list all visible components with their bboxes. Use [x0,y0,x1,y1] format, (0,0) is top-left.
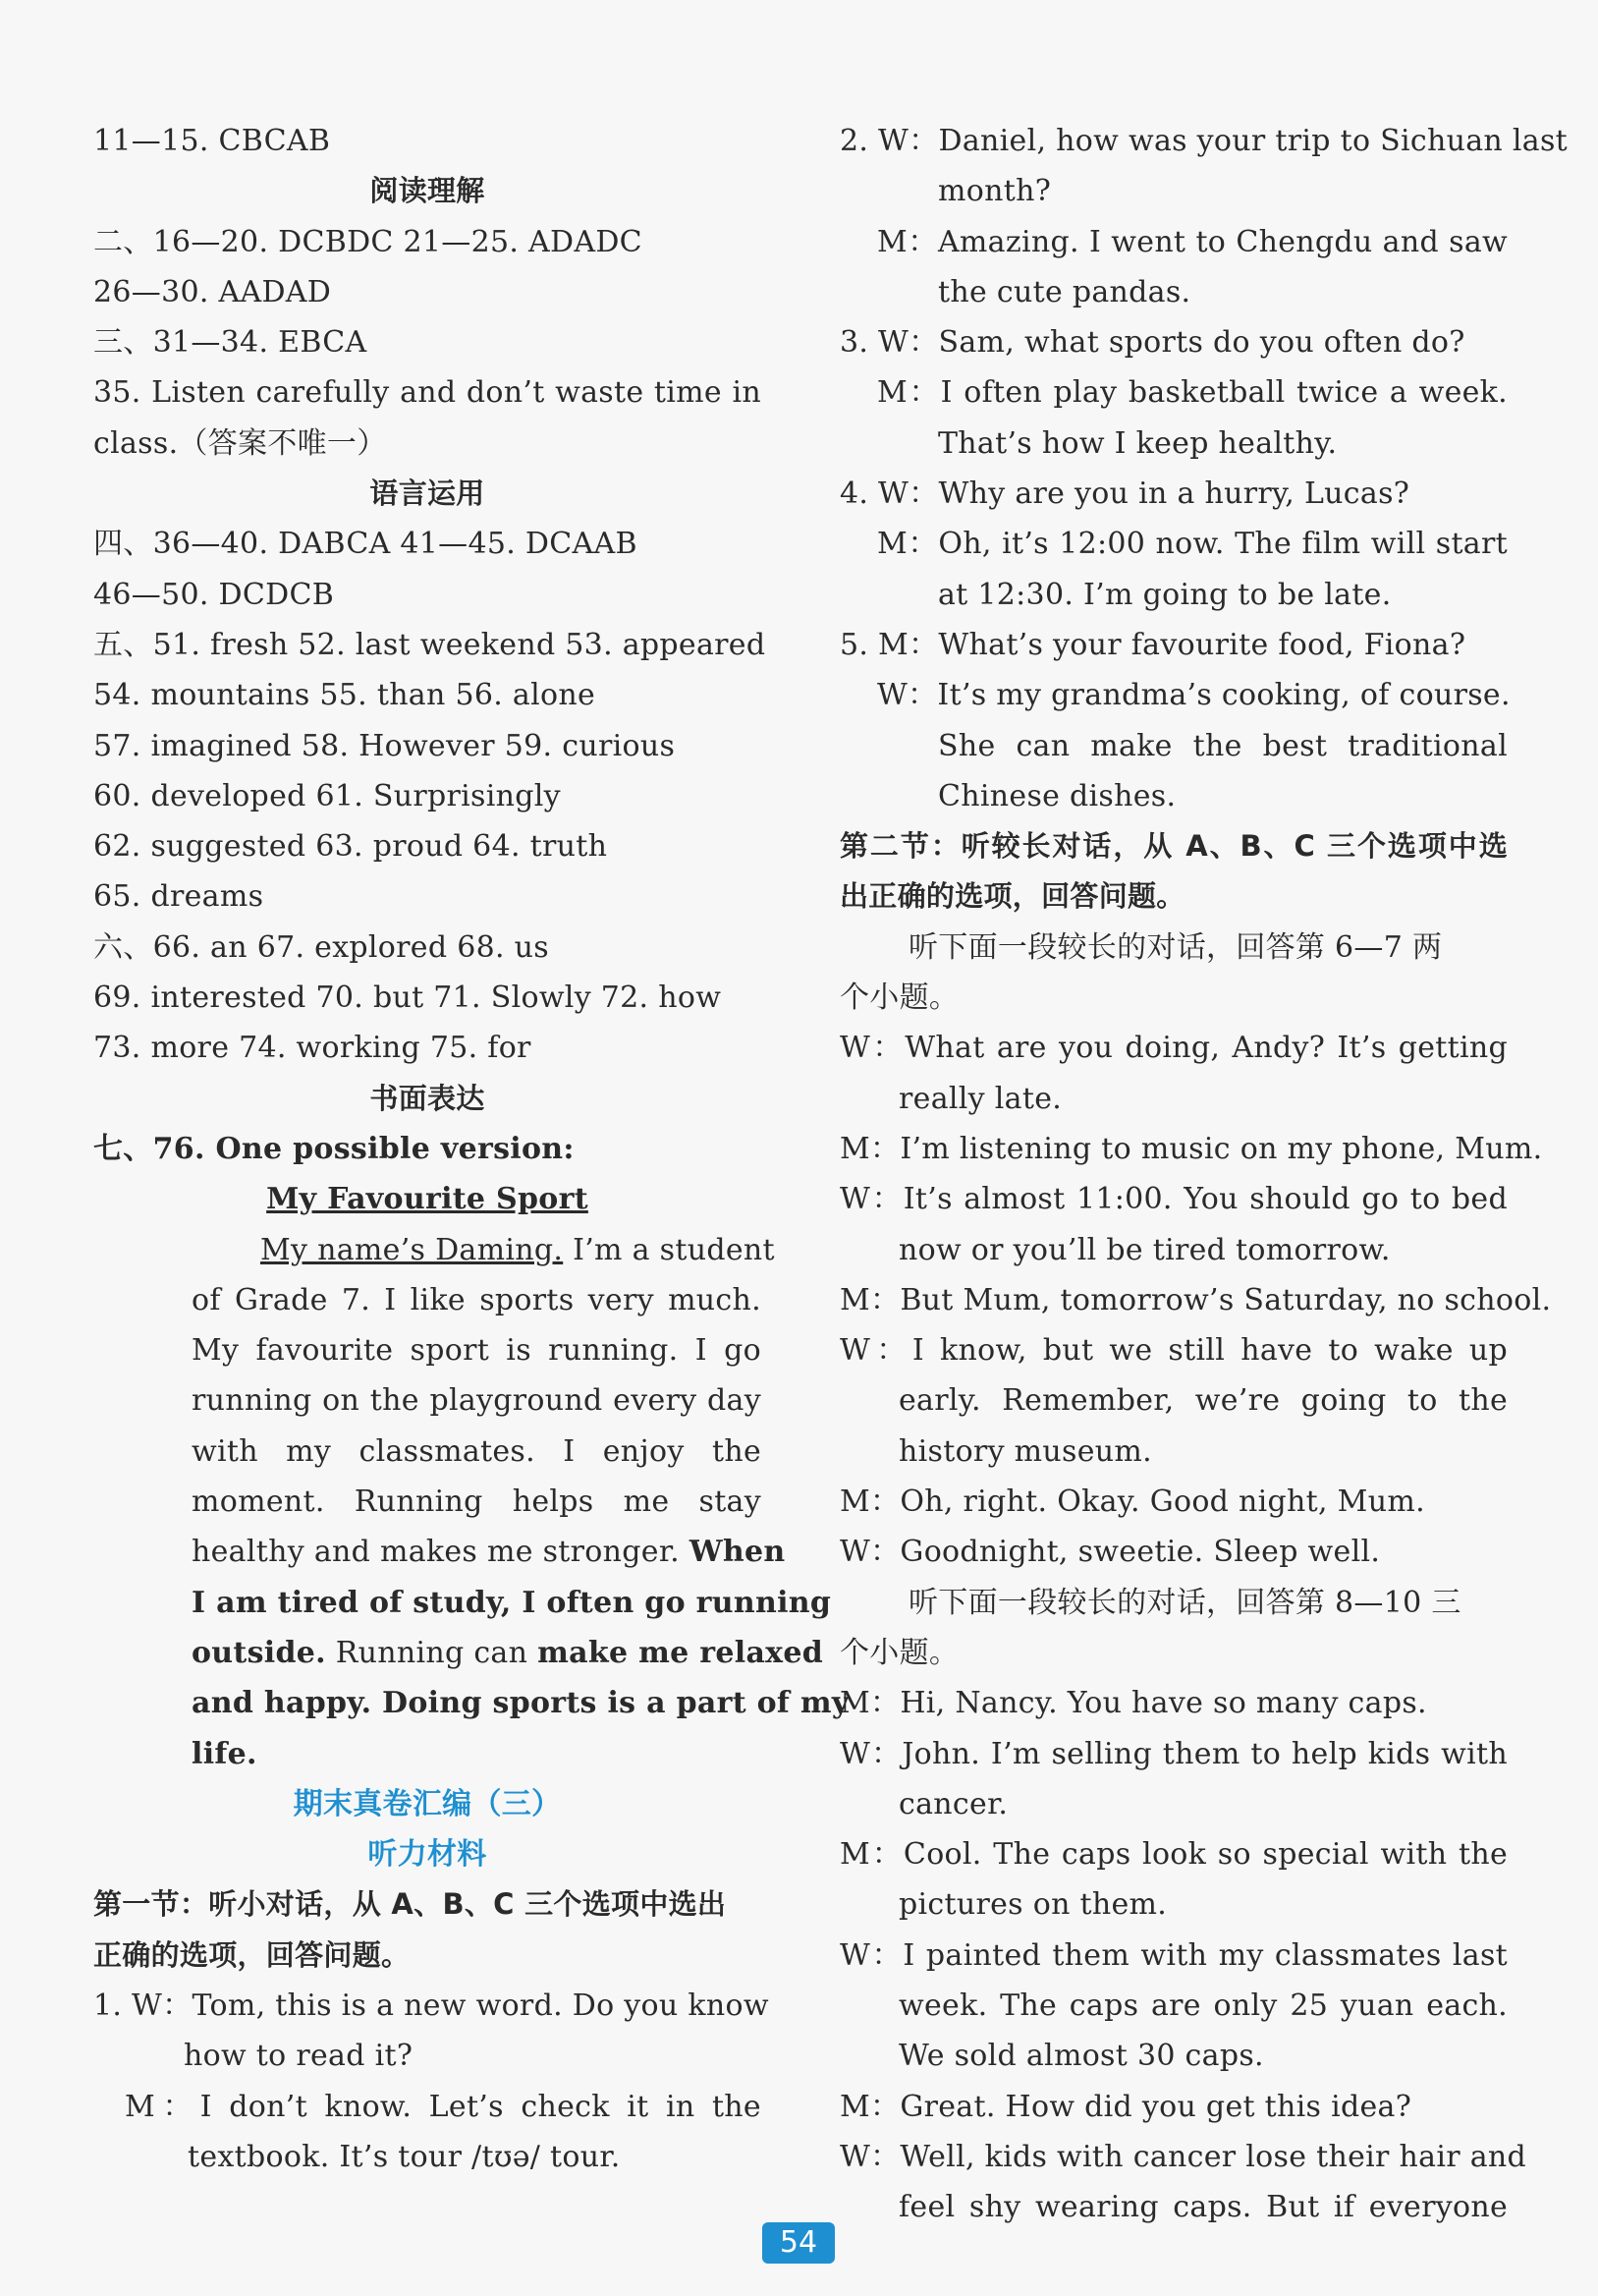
essay-line [93,1628,824,1678]
dialogue-line: W：Goodnight, sweetie. Sleep well. [840,1535,1381,1570]
listening-material-title: 听力材料 [367,1837,487,1873]
dialogue-line: cancer. [899,1786,1009,1821]
dialogue-line: M：But Mum, tomorrow’s Saturday, no school. [840,1282,1552,1317]
dialogue-line: That’s how I keep healthy. [938,425,1338,461]
answer-line: 54. mountains 55. than 56. alone [93,678,596,713]
exam-compilation-title: 期末真卷汇编（三） [293,1786,562,1821]
essay-line: running on the playground every day [192,1383,761,1419]
essay-underlined-text: My name’s Daming. [260,1232,564,1267]
section-heading-reading: 阅读理解 [369,174,485,208]
dialogue-line: M：Cool. The caps look so special with the [840,1837,1508,1873]
dialogue-line: M：Oh, it’s 12:00 now. The film will start [877,527,1508,562]
essay-line: of Grade 7. I like sports very much. [192,1282,761,1317]
dialogue-line: W：John. I’m selling them to help kids with [840,1736,1508,1771]
essay-line: life. [192,1736,257,1771]
dialogue-line: W：Well, kids with cancer lose their hair and [840,2139,1527,2174]
dialogue-line: M：I’m listening to music on my phone, Mum. [840,1131,1543,1166]
page-number-badge: 54 [762,2222,835,2264]
section-heading-writing: 书面表达 [369,1081,485,1115]
answer-line: 三、31—34. EBCA [93,325,367,361]
essay-intro-line [93,1124,761,1174]
dialogue-line: W：It’s almost 11:00. You should go to bed [840,1182,1508,1217]
essay-text: I’m a student [563,1232,775,1267]
dialogue-line: 1. W：Tom, this is a new word. Do you know [93,1988,769,2023]
dialogue-line: week. The caps are only 25 yuan each. [899,1988,1508,2023]
essay-line [93,1527,786,1577]
dialogue-line: pictures on them. [899,1887,1168,1923]
dialogue-line: She can make the best traditional [938,728,1508,763]
essay-bold-text: outside. [192,1635,326,1670]
essay-line: moment. Running helps me stay [192,1484,761,1520]
answer-line: 二、16—20. DCBDC 21—25. ADADC [93,224,642,259]
section-heading-language: 语言运用 [369,476,485,511]
right-column [840,116,1569,2232]
paragraph-instruction: 个小题。 [840,980,960,1016]
dialogue-line: W：I know, but we still have to wake up [840,1333,1508,1369]
dialogue-line: M：Amazing. I went to Chengdu and saw [877,224,1508,259]
essay-line: My favourite sport is running. I go [192,1333,761,1369]
answer-line: class.（答案不唯一） [93,425,387,461]
dialogue-line: M：Great. How did you get this idea? [840,2089,1412,2124]
answer-line: 六、66. an 67. explored 68. us [93,929,549,965]
essay-line: and happy. Doing sports is a part of my [192,1686,850,1721]
essay-title: My Favourite Sport [266,1182,588,1217]
answer-line: 69. interested 70. but 71. Slowly 72. how [93,980,722,1016]
dialogue-line: W：I painted them with my classmates last [840,1937,1508,1973]
essay-intro-label: One possible version: [215,1131,575,1166]
dialogue-line: early. Remember, we’re going to the [899,1383,1508,1419]
dialogue-line: feel shy wearing caps. But if everyone [899,2190,1508,2225]
paragraph-instruction: 个小题。 [840,1635,960,1670]
dialogue-line: month? [938,174,1052,209]
essay-line: I am tired of study, I often go running [192,1585,832,1620]
essay-line: with my classmates. I enjoy the [192,1433,761,1469]
answer-line: 57. imagined 58. However 59. curious [93,728,676,763]
answer-line: 四、36—40. DABCA 41—45. DCAAB [93,527,637,562]
essay-title-line [93,1174,761,1224]
dialogue-line: 4. W：Why are you in a hurry, Lucas? [840,476,1410,512]
dialogue-line: 5. M：What’s your favourite food, Fiona? [840,627,1466,662]
essay-bold-text: When [689,1535,786,1570]
essay-intro-number: 七、76. [93,1131,216,1166]
dialogue-line: 3. W：Sam, what sports do you often do? [840,325,1465,361]
section-instruction: 出正确的选项，回答问题。 [840,879,1185,914]
section-instruction: 正确的选项，回答问题。 [93,1937,411,1972]
answer-line: 46—50. DCDCB [93,577,335,612]
dialogue-line: at 12:30. I’m going to be late. [938,577,1392,612]
section-instruction: 第二节：听较长对话，从 A、B、C 三个选项中选 [840,829,1508,864]
dialogue-line: W：What are you doing, Andy? It’s getting [840,1031,1508,1066]
essay-line [93,1225,775,1275]
answer-line: 11—15. CBCAB [93,124,331,158]
dialogue-line: 2. W：Daniel, how was your trip to Sichuan last [840,124,1569,158]
dialogue-line: M：Hi, Nancy. You have so many caps. [840,1686,1427,1721]
dialogue-line: We sold almost 30 caps. [899,2039,1264,2074]
answer-line: 62. suggested 63. proud 64. truth [93,829,608,865]
answer-line: 60. developed 61. Surprisingly [93,778,561,813]
essay-text: Running can [325,1635,538,1670]
dialogue-line: M：I don’t know. Let’s check it in the [125,2089,761,2124]
dialogue-line: Chinese dishes. [938,778,1177,813]
answer-line: 26—30. AADAD [93,274,332,309]
dialogue-line: M：Oh, right. Okay. Good night, Mum. [840,1484,1425,1520]
essay-bold-text: make me relaxed [537,1635,824,1670]
answer-line: 65. dreams [93,879,264,915]
dialogue-line: how to read it? [184,2039,413,2074]
dialogue-line: textbook. It’s tour /tʊə/ tour. [188,2139,621,2174]
dialogue-line: the cute pandas. [938,274,1191,309]
section-instruction: 第一节：听小对话，从 A、B、C 三个选项中选出 [93,1887,727,1922]
essay-text: healthy and makes me stronger. [192,1535,689,1570]
answer-line: 73. more 74. working 75. for [93,1031,531,1066]
dialogue-line: M：I often play basketball twice a week. [877,375,1508,411]
answer-line: 35. Listen carefully and don’t waste time in [93,375,761,411]
left-column [93,116,850,2182]
paragraph-instruction: 听下面一段较长的对话，回答第 8—10 三 [909,1585,1461,1620]
dialogue-line: really late. [899,1081,1063,1116]
dialogue-line: history museum. [899,1433,1152,1469]
dialogue-line: now or you’ll be tired tomorrow. [899,1232,1391,1267]
paragraph-instruction: 听下面一段较长的对话，回答第 6—7 两 [909,929,1443,965]
answer-line: 五、51. fresh 52. last weekend 53. appeared [93,627,766,662]
dialogue-line: W：It’s my grandma’s cooking, of course. [877,678,1511,713]
